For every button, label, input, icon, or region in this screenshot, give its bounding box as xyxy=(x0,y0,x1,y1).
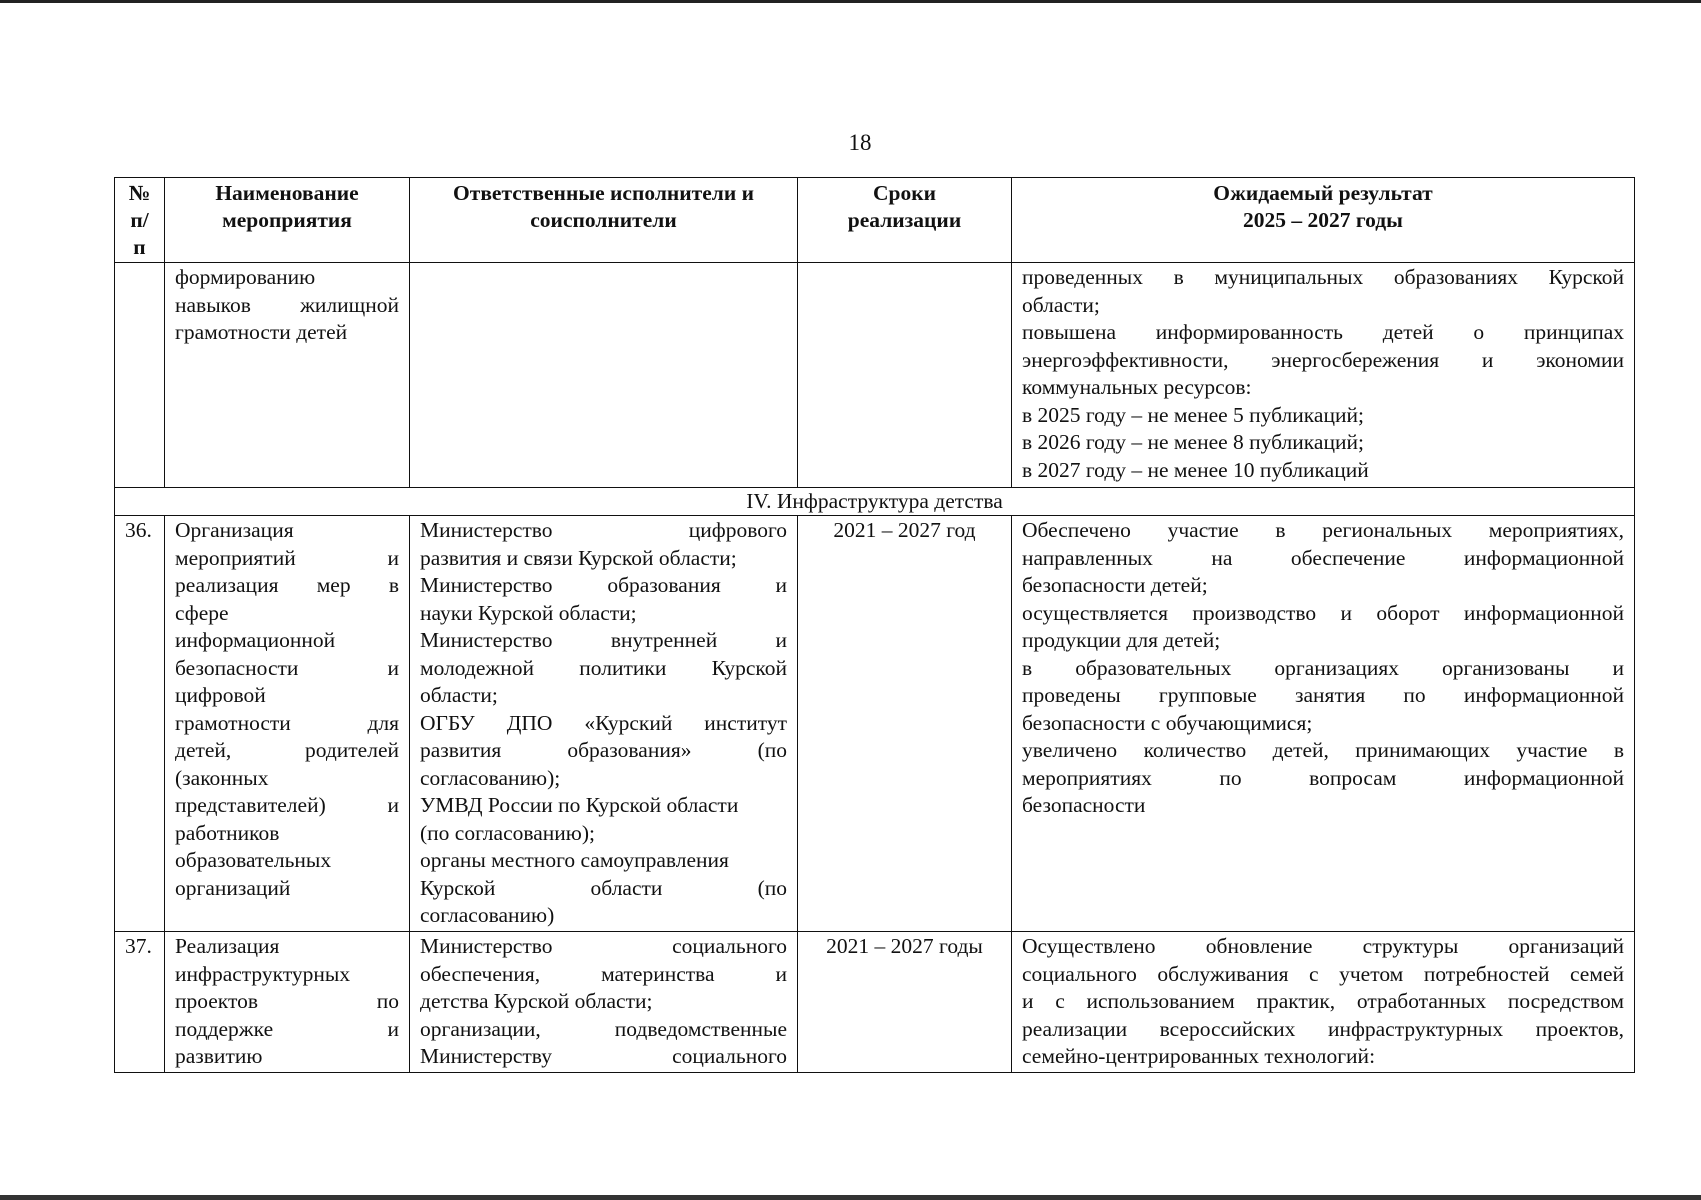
header-name xyxy=(165,178,410,263)
header-num-line: № xyxy=(128,181,151,205)
result-line: в образовательных организациях организованы и xyxy=(1022,655,1624,680)
scan-edge-bottom xyxy=(0,1195,1701,1200)
table-header-row xyxy=(115,178,1635,263)
executor-line: детства Курской области; xyxy=(420,989,653,1013)
executor-line: ОГБУ ДПО «Курский институт xyxy=(420,710,787,735)
cont-name-cell xyxy=(165,263,410,488)
scan-edge-top xyxy=(0,0,1701,3)
name-line: организаций xyxy=(175,875,291,900)
row-37-executors-cell xyxy=(410,932,798,1073)
cont-result-line: проведенных в муниципальных образованиях Курской xyxy=(1022,265,1624,289)
result-line: Осуществлено обновление структуры организаций xyxy=(1022,934,1624,958)
result-line: проведены групповые занятия по информационной xyxy=(1022,683,1624,707)
header-executors-line: соисполнители xyxy=(530,208,677,232)
name-line: Организация xyxy=(175,518,294,542)
name-line: грамотности для xyxy=(175,710,399,735)
cont-result-line: области; xyxy=(1022,292,1100,317)
name-line: сфере xyxy=(175,600,229,625)
executor-line: Министерство социального xyxy=(420,934,787,958)
executor-line: (по согласованию); xyxy=(420,820,595,845)
header-num-line: п/ xyxy=(130,208,149,232)
executor-line: органы местного самоуправления xyxy=(420,848,729,872)
header-executors-line: Ответственные исполнители и xyxy=(453,181,754,205)
table-row-continuation xyxy=(115,263,1635,488)
result-line: Обеспечено участие в региональных мероприятиях, xyxy=(1022,518,1624,542)
executor-line: УМВД России по Курской области xyxy=(420,793,739,817)
header-executors xyxy=(410,178,798,263)
result-line: реализации всероссийских инфраструктурных проектов, xyxy=(1022,1016,1624,1041)
executor-line: Министерство образования и xyxy=(420,573,787,597)
header-num xyxy=(115,178,165,263)
page-number: 18 xyxy=(848,130,872,155)
cont-name-line: навыков жилищной xyxy=(175,292,399,317)
executor-line: Курской области (по xyxy=(420,875,787,900)
cont-result-line: в 2025 году – не менее 5 публикаций; xyxy=(1022,402,1364,427)
cont-result-line: в 2026 году – не менее 8 публикаций; xyxy=(1022,430,1364,454)
cont-result-line: в 2027 году – не менее 10 публикаций xyxy=(1022,457,1369,482)
header-name-line: мероприятия xyxy=(222,208,352,232)
result-line: безопасности с обучающимися; xyxy=(1022,710,1313,735)
header-result-line: 2025 – 2027 годы xyxy=(1243,208,1403,232)
header-result xyxy=(1012,178,1635,263)
header-num-line: п xyxy=(133,235,146,259)
header-terms xyxy=(798,178,1012,263)
name-line: проектов по xyxy=(175,989,399,1013)
row-36-result-cell xyxy=(1012,516,1635,932)
row-36-executors-cell xyxy=(410,516,798,932)
header-terms-line: Сроки xyxy=(872,181,936,205)
header-name-line: Наименование xyxy=(215,181,359,205)
row-37-name-cell xyxy=(165,932,410,1073)
result-line: направленных на обеспечение информационной xyxy=(1022,545,1624,570)
row-number: 36. xyxy=(115,516,165,932)
result-line: безопасности xyxy=(1022,793,1146,817)
executor-line: развития и связи Курской области; xyxy=(420,545,737,570)
name-line: развитию xyxy=(175,1044,263,1068)
row-37-result-cell xyxy=(1012,932,1635,1073)
name-line: (законных xyxy=(175,765,269,790)
name-line: цифровой xyxy=(175,683,266,707)
section-title: IV. Инфраструктура детства xyxy=(115,488,1635,516)
executor-line: Министерство внутренней и xyxy=(420,628,787,652)
cont-num-cell xyxy=(115,263,165,488)
executor-line: развития образования» (по xyxy=(420,738,787,762)
executor-line: согласованию) xyxy=(420,903,555,927)
executor-line: организации, подведомственные xyxy=(420,1016,787,1041)
name-line: информационной xyxy=(175,628,336,652)
name-line: безопасности и xyxy=(175,655,399,680)
name-line: образовательных xyxy=(175,848,332,872)
measures-table xyxy=(114,177,1635,1073)
header-terms-line: реализации xyxy=(847,208,962,232)
result-line: и с использованием практик, отработанных посредством xyxy=(1022,989,1624,1013)
row-37-terms: 2021 – 2027 годы xyxy=(798,932,1012,1073)
result-line: семейно-центрированных технологий: xyxy=(1022,1044,1376,1068)
executor-line: согласованию); xyxy=(420,765,561,790)
cont-name-line: грамотности детей xyxy=(175,320,348,344)
executor-line: науки Курской области; xyxy=(420,600,637,625)
result-line: безопасности детей; xyxy=(1022,573,1208,597)
cont-result-line: энергоэффективности, энергосбережения и экономии xyxy=(1022,347,1624,372)
table-row-36 xyxy=(115,516,1635,932)
section-heading-row xyxy=(115,488,1635,516)
name-line: Реализация xyxy=(175,934,280,958)
name-line: мероприятий и xyxy=(175,545,399,570)
name-line: представителей) и xyxy=(175,793,399,817)
result-line: увеличено количество детей, принимающих участие в xyxy=(1022,738,1624,762)
name-line: детей, родителей xyxy=(175,738,399,762)
result-line: социального обслуживания с учетом потребностей семей xyxy=(1022,961,1624,986)
executor-line: молодежной политики Курской xyxy=(420,655,787,680)
result-line: осуществляется производство и оборот информационной xyxy=(1022,600,1624,625)
executor-line: Министерство цифрового xyxy=(420,518,787,542)
name-line: реализация мер в xyxy=(175,573,399,597)
name-line: работников xyxy=(175,820,280,845)
cont-terms-cell xyxy=(798,263,1012,488)
cont-executors-cell xyxy=(410,263,798,488)
row-number: 37. xyxy=(115,932,165,1073)
table-row-37 xyxy=(115,932,1635,1073)
row-36-name-cell xyxy=(165,516,410,932)
name-line: инфраструктурных xyxy=(175,961,351,986)
result-line: мероприятиях по вопросам информационной xyxy=(1022,765,1624,790)
executor-line: Министерству социального xyxy=(420,1044,787,1068)
cont-result-line: коммунальных ресурсов: xyxy=(1022,375,1252,399)
cont-result-cell xyxy=(1012,263,1635,488)
header-result-line: Ожидаемый результат xyxy=(1213,181,1433,205)
executor-line: области; xyxy=(420,683,498,707)
name-line: поддержке и xyxy=(175,1016,399,1041)
cont-result-line: повышена информированность детей о принципах xyxy=(1022,320,1624,344)
result-line: продукции для детей; xyxy=(1022,628,1221,652)
row-36-terms: 2021 – 2027 год xyxy=(798,516,1012,932)
executor-line: обеспечения, материнства и xyxy=(420,961,787,986)
cont-name-line: формированию xyxy=(175,265,316,289)
